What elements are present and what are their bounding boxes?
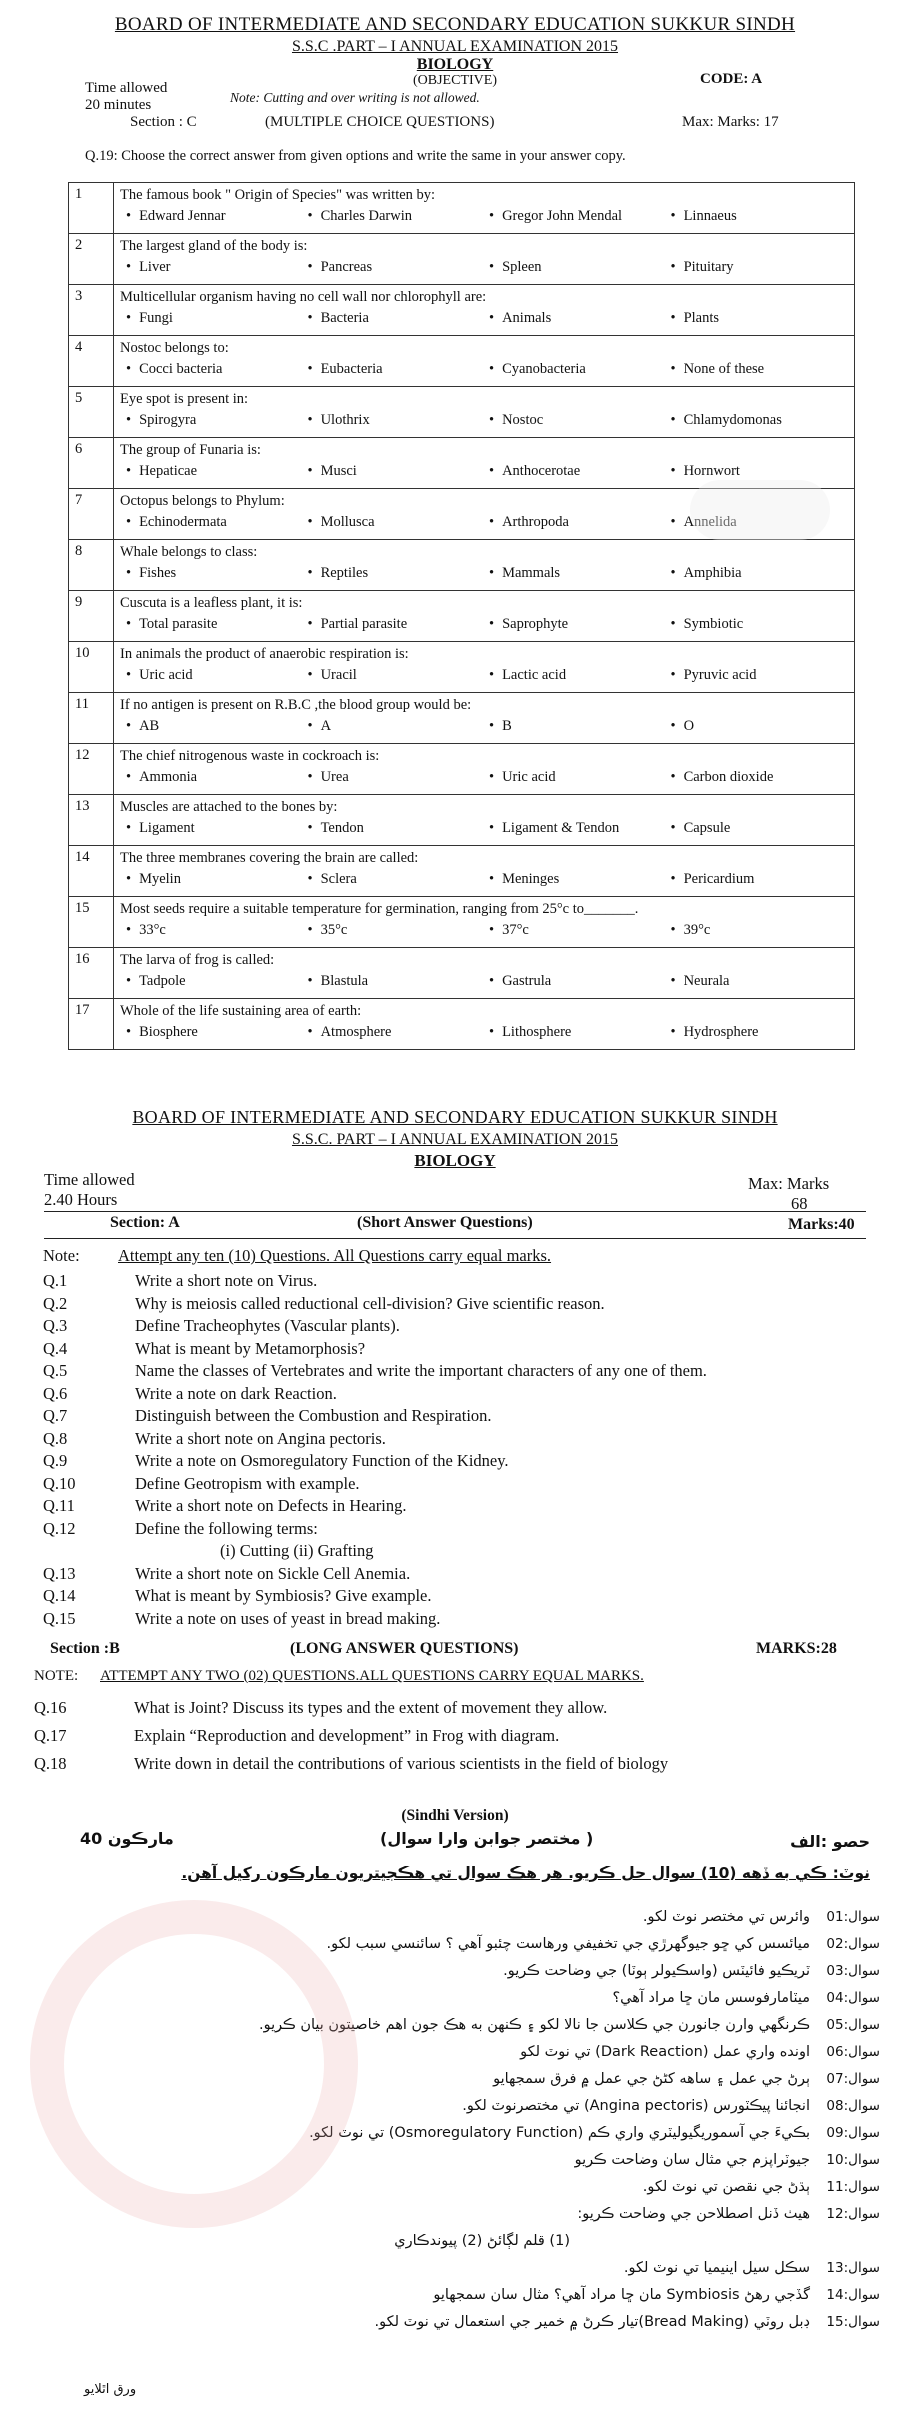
q12-terms: (i) Cutting (ii) Grafting (220, 1541, 374, 1560)
mcq-cell (114, 591, 855, 642)
mcq-question-text: The famous book " Origin of Species" was written by: (120, 187, 436, 203)
question-text: Why is meiosis called reductional cell-division? Give scientific reason. (135, 1293, 605, 1313)
mcq-option: • Uric acid (120, 664, 302, 686)
question-number: Q.6 (43, 1383, 68, 1403)
sindhi-question-text: ڊبل روٽي (Bread Making)تيار ڪرڻ ۾ خمير جي استعمال تي نوٽ لکو. (374, 2314, 810, 2330)
question-text: Explain “Reproduction and development” in Frog with diagram. (134, 1726, 560, 1745)
mcq-option: • Uric acid (483, 766, 665, 788)
question-number: Q.2 (43, 1293, 68, 1313)
mcq-options (120, 715, 846, 737)
subjective-max-marks-label: Max: Marks (748, 1174, 830, 1193)
mcq-question-text: Most seeds require a suitable temperature for germination, ranging from 25°c to_______. (120, 901, 639, 917)
sindhi-question-text: وائرس تي مختصر نوٽ لکو. (642, 1909, 810, 1925)
header-divider (44, 1211, 866, 1212)
mcq-option: • A (302, 715, 484, 737)
sindhi-question-number: سوال:08 (826, 2098, 880, 2114)
mcq-option: • Chlamydomonas (665, 409, 847, 431)
sindhi-question-number: سوال:01 (826, 1909, 880, 1925)
sindhi-marks: مارڪون 40 (80, 1829, 174, 1848)
mcq-options (120, 919, 846, 941)
mcq-option: • Bacteria (302, 307, 484, 329)
question-number: Q.9 (43, 1451, 68, 1470)
mcq-option: • Ammonia (120, 766, 302, 788)
objective-note: Note: Cutting and over writing is not allowed. (230, 90, 480, 105)
mcq-option: • Nostoc (483, 409, 665, 431)
mcq-options (120, 766, 846, 788)
watermark-stamp (690, 480, 830, 540)
short-question (43, 1428, 386, 1449)
mcq-question-text: The group of Funaria is: (120, 442, 261, 458)
mcq-question-text: The largest gland of the body is: (120, 238, 308, 254)
mcq-option: • Edward Jennar (120, 205, 302, 227)
question-number: Q.11 (43, 1496, 75, 1515)
sindhi-question-number: سوال:13 (826, 2260, 880, 2276)
mcq-row (69, 387, 855, 438)
mcq-cell (114, 897, 855, 948)
mcq-option: • Hornwort (665, 460, 847, 482)
mcq-number: 6 (69, 438, 114, 489)
sindhi-q12-terms: (1) قلم لڳائڻ (2) پيوندڪاري (394, 2233, 570, 2249)
mcq-option: • B (483, 715, 665, 737)
mcq-option: • Total parasite (120, 613, 302, 635)
question-number: Q.12 (43, 1518, 76, 1538)
question-number: Q.17 (34, 1726, 67, 1745)
objective-section-title: (MULTIPLE CHOICE QUESTIONS) (265, 114, 495, 130)
mcq-option: • Fishes (120, 562, 302, 584)
mcq-row (69, 999, 855, 1050)
mcq-option: • Gregor John Mendal (483, 205, 665, 227)
mcq-option: • 33°c (120, 919, 302, 941)
mcq-row (69, 795, 855, 846)
mcq-cell (114, 540, 855, 591)
mcq-number: 3 (69, 285, 114, 336)
paper-code: CODE: A (700, 71, 763, 87)
section-a-marks: Marks:40 (788, 1216, 855, 1233)
mcq-cell (114, 999, 855, 1050)
mcq-option: • Musci (302, 460, 484, 482)
question-text: Write a short note on Angina pectoris. (135, 1428, 386, 1448)
sindhi-question-number: سوال:03 (826, 1963, 880, 1979)
long-question (34, 1753, 668, 1774)
mcq-option: • Symbiotic (665, 613, 847, 635)
sindhi-question-text: سڪل سيل اينيميا تي نوٽ لکو. (623, 2260, 810, 2276)
mcq-option: • Echinodermata (120, 511, 302, 533)
mcq-cell (114, 693, 855, 744)
objective-section-label: Section : C (130, 114, 197, 130)
sindhi-section: حصو :الف (790, 1832, 870, 1851)
mcq-question-text: Whale belongs to class: (120, 544, 258, 560)
mcq-options (120, 409, 846, 431)
short-question (43, 1405, 492, 1426)
short-question (43, 1563, 410, 1584)
short-question (43, 1473, 360, 1494)
mcq-option: • Ligament & Tendon (483, 817, 665, 839)
mcq-option: • Pancreas (302, 256, 484, 278)
question-number: Q.16 (34, 1698, 67, 1717)
mcq-option: • Sclera (302, 868, 484, 890)
mcq-question-text: In animals the product of anaerobic respiration is: (120, 646, 409, 662)
mcq-number: 13 (69, 795, 114, 846)
question-text: Distinguish between the Combustion and Respiration. (135, 1406, 492, 1425)
sindhi-question-number: سوال:14 (826, 2287, 880, 2303)
mcq-option: • Biosphere (120, 1021, 302, 1043)
mcq-cell (114, 285, 855, 336)
short-question (43, 1360, 707, 1381)
section-b-label: Section :B (50, 1640, 120, 1657)
sindhi-question-number: سوال:07 (826, 2071, 880, 2087)
short-question (43, 1608, 440, 1629)
mcq-options (120, 256, 846, 278)
mcq-row (69, 285, 855, 336)
mcq-option: • Hydrosphere (665, 1021, 847, 1043)
subjective-time-label: Time allowed (44, 1170, 135, 1189)
mcq-row (69, 540, 855, 591)
sindhi-subtitle: ( مختصر جوابن وارا سوال) (380, 1829, 594, 1848)
sindhi-question-text: اونده واري عمل (Dark Reaction) تي نوٽ لکو (520, 2044, 810, 2060)
mcq-option: • Urea (302, 766, 484, 788)
mcq-options (120, 205, 846, 227)
mcq-row (69, 693, 855, 744)
section-b-note: ATTEMPT ANY TWO (02) QUESTIONS.ALL QUESTIONS CARRY EQUAL MARKS. (100, 1668, 644, 1684)
mcq-option: • Saprophyte (483, 613, 665, 635)
objective-max-marks: Max: Marks: 17 (682, 114, 779, 130)
mcq-options (120, 613, 846, 635)
sindhi-note: نوٽ: ڪي به ڏهه (10) سوال حل ڪريو. هر هڪ سوال تي هڪجيتريون مارڪون رکيل آهن. (181, 1864, 870, 1882)
mcq-cell (114, 948, 855, 999)
mcq-number: 14 (69, 846, 114, 897)
question-text: Define Tracheophytes (Vascular plants). (135, 1316, 400, 1335)
mcq-row (69, 642, 855, 693)
question-text: Write a note on Osmoregulatory Function of the Kidney. (135, 1451, 509, 1470)
section-a-label: Section: A (110, 1214, 180, 1231)
mcq-number: 17 (69, 999, 114, 1050)
mcq-options (120, 664, 846, 686)
mcq-row (69, 234, 855, 285)
mcq-row (69, 897, 855, 948)
question-number: Q.14 (43, 1586, 76, 1605)
mcq-option: • Mammals (483, 562, 665, 584)
mcq-option: • Animals (483, 307, 665, 329)
question-text: Define Geotropism with example. (135, 1473, 360, 1493)
mcq-row (69, 948, 855, 999)
sindhi-question-text: ٽريڪيو فائيٽس (واسڪيولر ٻوٽا) جي وضاحت ڪريو. (503, 1963, 810, 1979)
long-question (34, 1697, 607, 1718)
mcq-option: • Tadpole (120, 970, 302, 992)
short-question (43, 1383, 337, 1404)
sindhi-question-number: سوال:15 (826, 2314, 880, 2330)
mcq-option: • Plants (665, 307, 847, 329)
mcq-question-text: Cuscuta is a leafless plant, it is: (120, 595, 303, 611)
mcq-option: • AB (120, 715, 302, 737)
mcq-question-text: Octopus belongs to Phylum: (120, 493, 285, 509)
mcq-options (120, 307, 846, 329)
mcq-number: 12 (69, 744, 114, 795)
objective-exam-title: S.S.C .PART – I ANNUAL EXAMINATION 2015 (291, 38, 619, 55)
sindhi-question-number: سوال:10 (826, 2152, 880, 2168)
mcq-cell (114, 795, 855, 846)
mcq-number: 4 (69, 336, 114, 387)
mcq-option: • Lithosphere (483, 1021, 665, 1043)
mcq-cell (114, 183, 855, 234)
mcq-number: 10 (69, 642, 114, 693)
mcq-option: • Carbon dioxide (665, 766, 847, 788)
mcq-option: • Lactic acid (483, 664, 665, 686)
mcq-option: • Cocci bacteria (120, 358, 302, 380)
subjective-max-marks-value: 68 (791, 1194, 808, 1213)
objective-board-title: BOARD OF INTERMEDIATE AND SECONDARY EDUCATION SUKKUR SINDH (114, 14, 796, 35)
sindhi-question-text: ٻڌڻ جي نقصن تي نوٽ لکو. (642, 2179, 810, 2195)
mcq-option: • Partial parasite (302, 613, 484, 635)
mcq-options (120, 817, 846, 839)
section-a-title: (Short Answer Questions) (357, 1214, 533, 1231)
mcq-question-text: Muscles are attached to the bones by: (120, 799, 338, 815)
mcq-number: 1 (69, 183, 114, 234)
short-question (43, 1518, 318, 1539)
mcq-options (120, 868, 846, 890)
sindhi-question-number: سوال:02 (826, 1936, 880, 1952)
mcq-option: • Neurala (665, 970, 847, 992)
question-text: Write a short note on Sickle Cell Anemia. (135, 1563, 411, 1583)
mcq-option: • Linnaeus (665, 205, 847, 227)
question-number: Q.4 (43, 1338, 68, 1358)
question-number: Q.13 (43, 1563, 76, 1583)
question-number: Q.7 (43, 1406, 68, 1425)
mcq-option: • Charles Darwin (302, 205, 484, 227)
question-number: Q.10 (43, 1473, 76, 1493)
sindhi-question-number: سوال:11 (826, 2179, 880, 2195)
mcq-options (120, 358, 846, 380)
sindhi-question-text: گڏجي رهڻ Symbiosis مان ڇا مراد آهي؟ مثال سان سمجهايو (433, 2287, 810, 2303)
mcq-row (69, 336, 855, 387)
mcq-option: • 37°c (483, 919, 665, 941)
mcq-cell (114, 744, 855, 795)
mcq-option: • Ulothrix (302, 409, 484, 431)
short-question (43, 1315, 400, 1336)
mcq-option: • None of these (665, 358, 847, 380)
mcq-option: • Mollusca (302, 511, 484, 533)
mcq-option: • Ligament (120, 817, 302, 839)
mcq-row (69, 591, 855, 642)
mcq-option: • Pericardium (665, 868, 847, 890)
mcq-option: • Tendon (302, 817, 484, 839)
mcq-question-text: The larva of frog is called: (120, 952, 275, 968)
long-question (34, 1725, 559, 1746)
mcq-number: 9 (69, 591, 114, 642)
mcq-option: • Arthropoda (483, 511, 665, 533)
mcq-option: • Amphibia (665, 562, 847, 584)
short-question (43, 1338, 365, 1359)
mcq-option: • 39°c (665, 919, 847, 941)
question-text: Write a short note on Defects in Hearing. (135, 1496, 407, 1515)
question-number: Q.15 (43, 1608, 76, 1628)
mcq-question-text: Multicellular organism having no cell wall nor chlorophyll are: (120, 289, 487, 305)
mcq-option: • Reptiles (302, 562, 484, 584)
sindhi-question-number: سوال:05 (826, 2017, 880, 2033)
objective-subject: BIOLOGY (416, 56, 494, 73)
sindhi-question-number: سوال:06 (826, 2044, 880, 2060)
question-number: Q.5 (43, 1361, 68, 1380)
mcq-options (120, 562, 846, 584)
mcq-option: • Gastrula (483, 970, 665, 992)
mcq-option: • Pyruvic acid (665, 664, 847, 686)
question-text: Define the following terms: (135, 1518, 318, 1538)
mcq-cell (114, 387, 855, 438)
mcq-number: 7 (69, 489, 114, 540)
mcq-table (68, 182, 855, 1050)
mcq-question-text: Nostoc belongs to: (120, 340, 229, 356)
question-number: Q.3 (43, 1316, 68, 1335)
mcq-options (120, 970, 846, 992)
mcq-option: • Uracil (302, 664, 484, 686)
mcq-option: • Spleen (483, 256, 665, 278)
mcq-option: • Hepaticae (120, 460, 302, 482)
section-b-note-label: NOTE: (34, 1668, 79, 1684)
question-number: Q.8 (43, 1428, 68, 1448)
mcq-number: 16 (69, 948, 114, 999)
mcq-options (120, 460, 846, 482)
mcq-question-text: The chief nitrogenous waste in cockroach is: (120, 748, 380, 764)
sindhi-question-text: ٻرڻ جي عمل ۽ ساهه کڻڻ جي عمل ۾ فرق سمجهايو (493, 2071, 810, 2087)
mcq-question-text: Whole of the life sustaining area of earth: (120, 1003, 362, 1019)
question-text: Write a short note on Virus. (135, 1271, 318, 1290)
mcq-option: • O (665, 715, 847, 737)
turn-over-note: ورق اٿلايو (84, 2382, 137, 2397)
objective-paper-type: (OBJECTIVE) (413, 73, 497, 88)
mcq-number: 11 (69, 693, 114, 744)
question-number: Q.18 (34, 1754, 67, 1773)
section-a-divider (44, 1238, 866, 1239)
subjective-subject: BIOLOGY (414, 1151, 496, 1170)
short-question (43, 1495, 407, 1516)
sindhi-question-number: سوال:04 (826, 1990, 880, 2006)
question-text: Write a note on dark Reaction. (135, 1383, 337, 1403)
mcq-option: • Meninges (483, 868, 665, 890)
mcq-cell (114, 336, 855, 387)
sindhi-question-text: جيوٽراپزم جي مثال سان وضاحت ڪريو (574, 2152, 810, 2168)
section-a-note-label: Note: (43, 1246, 80, 1265)
mcq-option: • Anthocerotae (483, 460, 665, 482)
mcq-instruction: Q.19: Choose the correct answer from given options and write the same in your answer copy. (85, 148, 626, 164)
mcq-question-text: The three membranes covering the brain are called: (120, 850, 419, 866)
mcq-option: • Myelin (120, 868, 302, 890)
sindhi-version-title: (Sindhi Version) (401, 1807, 509, 1824)
mcq-option: • Eubacteria (302, 358, 484, 380)
watermark-logo (30, 1900, 358, 2228)
mcq-option: • 35°c (302, 919, 484, 941)
time-allowed-value: 20 minutes (85, 97, 152, 113)
section-b-marks: MARKS:28 (756, 1640, 837, 1657)
section-a-note: Attempt any ten (10) Questions. All Questions carry equal marks. (118, 1246, 552, 1265)
mcq-cell (114, 234, 855, 285)
mcq-cell (114, 642, 855, 693)
short-question (43, 1293, 605, 1314)
question-text: Name the classes of Vertebrates and write the important characters of any one of them. (135, 1361, 707, 1380)
mcq-question-text: Eye spot is present in: (120, 391, 249, 407)
mcq-number: 2 (69, 234, 114, 285)
mcq-option: • Annelida (665, 511, 847, 533)
mcq-cell (114, 846, 855, 897)
mcq-option: • Blastula (302, 970, 484, 992)
question-text: What is meant by Symbiosis? Give example. (135, 1586, 432, 1605)
sindhi-question-text: ميائسس کي ڇو جيوگهرڙي جي تخفيفي ورهاست چئبو آهي ؟ سائنسي سبب لکو. (326, 1936, 810, 1952)
question-text: Write down in detail the contributions of various scientists in the field of biology (134, 1754, 669, 1773)
time-allowed-label: Time allowed (85, 80, 168, 96)
question-text: Write a note on uses of yeast in bread making. (135, 1608, 441, 1628)
sindhi-question-text: هيٺ ڏنل اصطلاحن جي وضاحت ڪريو: (577, 2206, 810, 2222)
mcq-option: • Atmosphere (302, 1021, 484, 1043)
mcq-number: 5 (69, 387, 114, 438)
short-question (43, 1450, 509, 1471)
sindhi-question-text: ڪرنگهي وارن جانورن جي ڪلاسن جا نالا لکو ۽ ڪنهن به هڪ جون اهم خاصيتون بيان ڪريو. (258, 2017, 810, 2033)
mcq-row (69, 744, 855, 795)
sindhi-question-number: سوال:09 (826, 2125, 880, 2141)
subjective-exam-title: S.S.C. PART – I ANNUAL EXAMINATION 2015 (291, 1131, 619, 1148)
mcq-option: • Liver (120, 256, 302, 278)
mcq-number: 15 (69, 897, 114, 948)
mcq-option: • Pituitary (665, 256, 847, 278)
mcq-number: 8 (69, 540, 114, 591)
sindhi-question-text: ميٽامارفوسس مان ڇا مراد آهي؟ (612, 1990, 810, 2006)
subjective-board-title: BOARD OF INTERMEDIATE AND SECONDARY EDUCATION SUKKUR SINDH (132, 1107, 778, 1127)
sindhi-question-text: بڪيءَ جي آسموريگيوليٽري واري ڪم (Osmoregulatory Function) تي نوٽ لکو. (309, 2125, 810, 2141)
short-question (43, 1585, 431, 1606)
short-question (43, 1270, 317, 1291)
question-number: Q.1 (43, 1271, 68, 1290)
sindhi-question-number: سوال:12 (826, 2206, 880, 2222)
mcq-options (120, 1021, 846, 1043)
mcq-option: • Fungi (120, 307, 302, 329)
section-b-title: (LONG ANSWER QUESTIONS) (290, 1640, 519, 1657)
question-text: What is meant by Metamorphosis? (135, 1338, 366, 1358)
mcq-option: • Cyanobacteria (483, 358, 665, 380)
subjective-time-value: 2.40 Hours (44, 1190, 118, 1209)
mcq-row (69, 846, 855, 897)
sindhi-question-text: انجائنا پيڪٽورس (Angina pectoris) تي مختصرنوٽ لکو. (462, 2098, 810, 2114)
mcq-question-text: If no antigen is present on R.B.C ,the blood group would be: (120, 697, 472, 713)
question-text: What is Joint? Discuss its types and the extent of movement they allow. (134, 1698, 608, 1717)
mcq-option: • Capsule (665, 817, 847, 839)
mcq-row (69, 183, 855, 234)
mcq-option: • Spirogyra (120, 409, 302, 431)
